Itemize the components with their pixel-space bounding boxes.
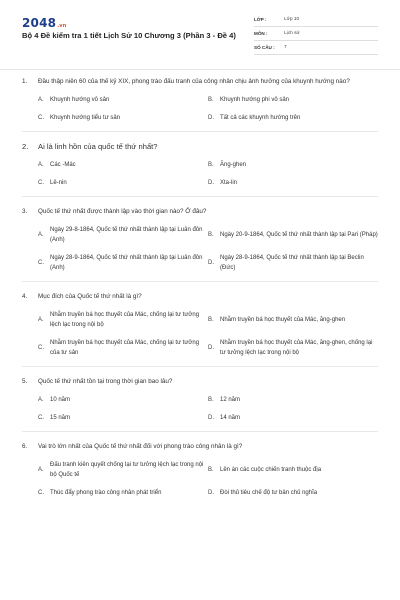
- option-text: Nhằm truyền bá học thuyết của Mác, chống lại tư tưởng lệch lạc trong nội bộ: [50, 312, 200, 328]
- option-c[interactable]: [38, 338, 208, 358]
- option-b[interactable]: [208, 95, 378, 105]
- question-6: [22, 442, 378, 498]
- question-divider: [22, 431, 378, 432]
- option-letter: D.: [208, 345, 214, 351]
- meta-row-class: [254, 14, 378, 27]
- option-list: [38, 460, 378, 498]
- header-divider: [0, 69, 400, 70]
- question-list: [0, 77, 400, 506]
- question-text: [22, 442, 378, 452]
- logo-main: 2048: [22, 16, 57, 30]
- option-text: Khuynh hướng vô sản: [50, 97, 110, 103]
- option-letter: A.: [38, 162, 44, 168]
- document-meta: [254, 14, 378, 56]
- option-letter: D.: [208, 415, 214, 421]
- question-text: [22, 77, 378, 87]
- option-a[interactable]: [38, 95, 208, 105]
- meta-value: 7: [284, 45, 287, 50]
- option-d[interactable]: [208, 178, 378, 188]
- question-number: 5.: [22, 378, 28, 385]
- question-divider: [22, 196, 378, 197]
- option-text: Lê-nin: [50, 180, 67, 186]
- option-text: Đấu tranh kiên quyết chống lại tư tưởng lệch lạc trong nội bộ Quốc tế: [50, 462, 204, 478]
- document-title: Bộ 4 Đề kiểm tra 1 tiết Lịch Sử 10 Chương 3 (Phần 3 - Đề 4): [22, 31, 236, 40]
- option-letter: B.: [208, 397, 214, 403]
- question-body: Quốc tế thứ nhất tồn tại trong thời gian bao lâu?: [38, 378, 173, 385]
- option-text: Tất cả các khuynh hướng trên: [220, 115, 301, 121]
- option-d[interactable]: [208, 413, 378, 423]
- option-text: Ngày 28-9-1864, Quốc tế thứ nhất thành lập tại Beclin (Đức): [220, 255, 364, 271]
- option-list: [38, 225, 378, 273]
- option-b[interactable]: [208, 225, 378, 245]
- question-body: Đầu thập niên 60 của thế kỷ XIX, phong trào đấu tranh của công nhân chịu ảnh hưởng của khuynh hướng nào?: [38, 78, 350, 85]
- option-text: Nhằm truyền bá học thuyết của Mác, chống lại tư tưởng của tư sản: [50, 340, 200, 356]
- option-c[interactable]: [38, 488, 208, 498]
- meta-value: Lịch sử: [284, 31, 300, 36]
- option-letter: C.: [38, 415, 44, 421]
- option-letter: B.: [208, 97, 214, 103]
- option-letter: A.: [38, 467, 44, 473]
- option-text: 14 năm: [220, 415, 241, 421]
- option-text: 15 năm: [50, 415, 71, 421]
- option-letter: C.: [38, 180, 44, 186]
- option-list: [38, 95, 378, 123]
- option-d[interactable]: [208, 253, 378, 273]
- option-letter: C.: [38, 490, 44, 496]
- question-3: [22, 207, 378, 282]
- option-text: Khuynh hướng phi vô sản: [220, 97, 289, 103]
- option-letter: D.: [208, 490, 214, 496]
- option-text: Thúc đẩy phong trào công nhân phát triển: [50, 490, 162, 496]
- option-text: Xta-lin: [220, 180, 238, 186]
- question-text: [22, 292, 378, 302]
- option-text: Ngày 29-8-1864, Quốc tế thứ nhất thành lập tại Luân đôn (Anh): [50, 227, 203, 243]
- option-text: 10 năm: [50, 397, 71, 403]
- option-c[interactable]: [38, 413, 208, 423]
- option-a[interactable]: [38, 310, 208, 330]
- question-text: [22, 377, 378, 387]
- question-number: 2.: [22, 142, 29, 151]
- option-letter: B.: [208, 162, 214, 168]
- site-logo[interactable]: [22, 16, 67, 30]
- option-text: Nhằm truyền bá học thuyết của Mác, ăng-ghen, chống lại tư tưởng lệch lạc trong nội bộ: [220, 340, 373, 356]
- question-body: Mục đích của Quốc tế thứ nhất là gì?: [38, 293, 142, 300]
- option-text: Các -Mác: [50, 162, 76, 168]
- page-header: [0, 0, 400, 68]
- meta-label: MÔN :: [254, 31, 268, 36]
- question-5: [22, 377, 378, 432]
- option-text: Ngày 28-9-1864, Quốc tế thứ nhất thành lập tại Luân đôn (Anh): [50, 255, 203, 271]
- option-text: Khuynh hướng tiểu tư sản: [50, 115, 121, 121]
- option-list: [38, 395, 378, 423]
- meta-label: SỐ CÂU :: [254, 45, 275, 50]
- option-letter: D.: [208, 260, 214, 266]
- option-a[interactable]: [38, 460, 208, 480]
- question-number: 6.: [22, 443, 28, 450]
- option-d[interactable]: [208, 488, 378, 498]
- question-number: 1.: [22, 78, 28, 85]
- option-letter: D.: [208, 115, 214, 121]
- option-text: 12 năm: [220, 397, 241, 403]
- option-letter: D.: [208, 180, 214, 186]
- option-b[interactable]: [208, 395, 378, 405]
- option-c[interactable]: [38, 113, 208, 123]
- question-body: Quốc tế thứ nhất được thành lập vào thời gian nào? Ở đâu?: [38, 208, 207, 215]
- option-letter: C.: [38, 345, 44, 351]
- option-text: Ăng-ghen: [220, 162, 247, 168]
- question-text: [22, 207, 378, 217]
- option-text: Ngày 20-9-1864, Quốc tế thứ nhất thành lập tại Pari (Pháp): [220, 232, 378, 238]
- option-b[interactable]: [208, 160, 378, 170]
- option-list: [38, 160, 378, 188]
- question-body: Ai là linh hồn của quốc tế thứ nhất?: [38, 142, 158, 151]
- question-text: [22, 142, 378, 152]
- option-b[interactable]: [208, 310, 378, 330]
- question-body: Vai trò lớn nhất của Quốc tế thứ nhất đối với phong trào công nhân là gì?: [38, 443, 243, 450]
- question-2: [22, 142, 378, 197]
- meta-value: Lớp 10: [284, 17, 300, 22]
- option-letter: B.: [208, 467, 214, 473]
- meta-label: LỚP :: [254, 17, 267, 22]
- option-c[interactable]: [38, 253, 208, 273]
- option-a[interactable]: [38, 160, 208, 170]
- option-text: Lên án các cuộc chiến tranh thuộc địa: [220, 467, 322, 473]
- option-a[interactable]: [38, 395, 208, 405]
- option-list: [38, 310, 378, 358]
- question-divider: [22, 366, 378, 367]
- option-letter: C.: [38, 115, 44, 121]
- option-letter: A.: [38, 317, 44, 323]
- question-divider: [22, 131, 378, 132]
- option-a[interactable]: [38, 225, 208, 245]
- option-c[interactable]: [38, 178, 208, 188]
- option-letter: A.: [38, 397, 44, 403]
- option-letter: B.: [208, 232, 214, 238]
- meta-row-question-count: [254, 42, 378, 55]
- option-b[interactable]: [208, 460, 378, 480]
- logo-suffix: .vn: [57, 23, 67, 29]
- question-1: [22, 77, 378, 132]
- option-letter: A.: [38, 232, 44, 238]
- question-number: 3.: [22, 208, 28, 215]
- option-text: Đòi thủ tiêu chế độ tư bản chủ nghĩa: [220, 490, 318, 496]
- option-letter: A.: [38, 97, 44, 103]
- option-d[interactable]: [208, 113, 378, 123]
- option-d[interactable]: [208, 338, 378, 358]
- question-divider: [22, 281, 378, 282]
- question-number: 4.: [22, 293, 28, 300]
- option-letter: C.: [38, 260, 44, 266]
- meta-row-subject: [254, 28, 378, 41]
- option-text: Nhằm truyền bá học thuyết của Mác, ăng-ghen: [220, 317, 346, 323]
- option-letter: B.: [208, 317, 214, 323]
- question-4: [22, 292, 378, 367]
